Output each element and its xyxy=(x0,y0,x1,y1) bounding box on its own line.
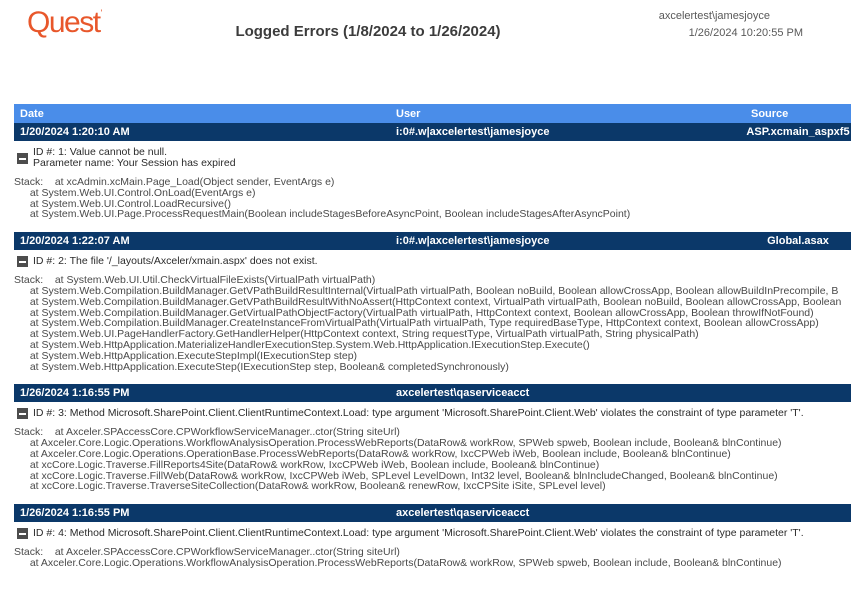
entry-user: i:0#.w|axcelertest\jamesjoyce xyxy=(396,126,550,138)
collapse-minus-icon[interactable] xyxy=(17,528,28,539)
log-entry xyxy=(14,384,851,504)
stack-frame: at System.Web.HttpApplication.ExecuteStepImpl(IExecutionStep step) xyxy=(24,350,358,362)
entry-user: axcelertest\qaserviceacct xyxy=(396,387,530,400)
stack-frame: at Axceler.Core.Logic.Operations.OperationBase.ProcessWebReports(DataRow& workRow, IxcCPWeb iWeb, Boolean include, Boolean& blnContinue) xyxy=(24,448,731,460)
stack-frame: at System.Web.HttpApplication.ExecuteStep(IExecutionStep step, Boolean& completedSynchronously) xyxy=(24,361,509,373)
table-header-row xyxy=(14,104,851,123)
stack-frame: at System.Web.Compilation.BuildManager.GetVPathBuildResultInternal(VirtualPath virtualPath, Boolean noBuild, Boolean allowCrossApp, Boolean allowBuildInPrecompile, B xyxy=(24,285,839,297)
stack-frame: at System.Web.UI.PageHandlerFactory.GetHandlerHelper(HttpContext context, String requestType, VirtualPath virtualPath, String physicalPath) xyxy=(24,329,699,340)
error-description-line: ID #: 1: Value cannot be null. xyxy=(33,146,168,158)
logged-errors-table xyxy=(14,104,851,581)
entry-detail xyxy=(14,250,851,384)
current-user-label: axcelertest\jamesjoyce xyxy=(658,10,770,22)
stack-frame: Stack: at xcAdmin.xcMain.Page_Load(Object sender, EventArgs e) xyxy=(14,177,335,188)
entry-summary-row xyxy=(14,504,851,522)
log-entry xyxy=(14,123,851,232)
collapse-minus-icon[interactable] xyxy=(17,153,28,164)
collapse-minus-icon[interactable] xyxy=(17,408,28,419)
entry-source: Global.asax xyxy=(767,235,829,248)
log-entry xyxy=(14,504,851,581)
entry-detail xyxy=(14,141,851,232)
report-timestamp: 1/26/2024 10:20:55 PM xyxy=(688,27,803,39)
error-description-line: ID #: 3: Method Microsoft.SharePoint.Client.ClientRuntimeContext.Load: type argument 'Microsoft.SharePoint.Client.Web' violates the constraint of type parameter 'T'. xyxy=(33,407,804,420)
entry-summary-row xyxy=(14,123,851,141)
report-header xyxy=(0,0,851,104)
stack-frame: at System.Web.Compilation.BuildManager.GetVirtualPathObjectFactory(VirtualPath virtualPath, HttpContext context, Boolean allowCrossApp, Boolean throwIfNotFound) xyxy=(24,307,814,319)
error-description-line: Parameter name: Your Session has expired xyxy=(33,157,236,169)
entry-summary-row xyxy=(14,384,851,402)
quest-logo-text: Quest xyxy=(27,6,100,39)
collapse-minus-icon[interactable] xyxy=(17,256,28,267)
stack-frame: at System.Web.UI.Page.ProcessRequestMain(Boolean includeStagesBeforeAsyncPoint, Boolean includeStagesAfterAsyncPoint) xyxy=(24,209,631,221)
error-description xyxy=(33,408,804,419)
stack-frame: at xcCore.Logic.Traverse.TraverseSiteCollection(DataRow& workRow, Boolean& renewRow, IxcCPSite iSite, SPLevel level) xyxy=(24,481,606,493)
entry-source: ASP.xcmain_aspxf5 xyxy=(746,126,850,138)
entry-detail xyxy=(14,522,851,581)
error-description xyxy=(33,256,318,267)
error-description-line: ID #: 4: Method Microsoft.SharePoint.Client.ClientRuntimeContext.Load: type argument 'Microsoft.SharePoint.Client.Web' violates the constraint of type parameter 'T'. xyxy=(33,527,804,540)
entry-user: axcelertest\qaserviceacct xyxy=(396,507,530,520)
entry-summary-row xyxy=(14,232,851,250)
column-header-user: User xyxy=(396,107,421,120)
column-header-date: Date xyxy=(20,107,44,120)
log-entry xyxy=(14,232,851,384)
stack-frame: Stack: at Axceler.SPAccessCore.CPWorkflowServiceManager..ctor(String siteUrl) xyxy=(14,547,400,558)
entry-date: 1/20/2024 1:20:10 AM xyxy=(20,126,130,138)
entry-date: 1/20/2024 1:22:07 AM xyxy=(20,235,130,248)
stack-frame: at System.Web.Compilation.BuildManager.GetVPathBuildResultWithNoAssert(HttpContext context, VirtualPath virtualPath, Boolean noBuild, Boolean allowCrossApp, Boolean xyxy=(24,296,842,308)
stack-trace xyxy=(14,177,851,220)
stack-frame: at xcCore.Logic.Traverse.FillReports4Site(DataRow& workRow, IxcCPWeb iWeb, Boolean include, Boolean& blnContinue) xyxy=(24,459,600,471)
stack-frame: at System.Web.Compilation.BuildManager.CreateInstanceFromVirtualPath(VirtualPath virtualPath, Type requiredBaseType, HttpContext context, Boolean allowCrossApp) xyxy=(24,318,819,330)
entry-user: i:0#.w|axcelertest\jamesjoyce xyxy=(396,235,550,248)
stack-frame: at Axceler.Core.Logic.Operations.WorkflowAnalysisOperation.ProcessWebReports(DataRow& workRow, SPWeb spweb, Boolean include, Boolean& blnContinue) xyxy=(24,438,782,449)
stack-frame: at xcCore.Logic.Traverse.FillWeb(DataRow& workRow, IxcCPWeb iWeb, SPLevel LevelDown, Int32 level, Boolean& blnIncludeChanged, Boolean& blnContinue) xyxy=(24,470,778,482)
stack-frame: at Axceler.Core.Logic.Operations.WorkflowAnalysisOperation.ProcessWebReports(DataRow& workRow, SPWeb spweb, Boolean include, Boolean& blnContinue) xyxy=(24,557,782,569)
stack-trace xyxy=(14,427,851,492)
page-title: Logged Errors (1/8/2024 to 1/26/2024) xyxy=(235,23,501,40)
stack-frame: at System.Web.UI.Control.LoadRecursive() xyxy=(24,198,231,210)
entry-date: 1/26/2024 1:16:55 PM xyxy=(20,507,130,520)
error-description xyxy=(33,528,804,539)
stack-frame: Stack: at System.Web.UI.Util.CheckVirtualFileExists(VirtualPath virtualPath) xyxy=(14,275,376,286)
column-header-source: Source xyxy=(751,107,789,120)
error-description-line: ID #: 2: The file '/_layouts/Axceler/xmain.aspx' does not exist. xyxy=(33,255,318,268)
entry-detail xyxy=(14,402,851,504)
entries-container xyxy=(14,123,851,581)
stack-frame: Stack: at Axceler.SPAccessCore.CPWorkflowServiceManager..ctor(String siteUrl) xyxy=(14,427,400,439)
stack-trace xyxy=(14,547,851,569)
stack-trace xyxy=(14,275,851,372)
stack-frame: at System.Web.UI.Control.OnLoad(EventArgs e) xyxy=(24,187,256,199)
stack-frame: at System.Web.HttpApplication.MaterializeHandlerExecutionStep.System.Web.HttpApplication.IExecutionStep.Execute() xyxy=(24,339,590,351)
entry-date: 1/26/2024 1:16:55 PM xyxy=(20,387,130,400)
error-description xyxy=(33,147,236,169)
